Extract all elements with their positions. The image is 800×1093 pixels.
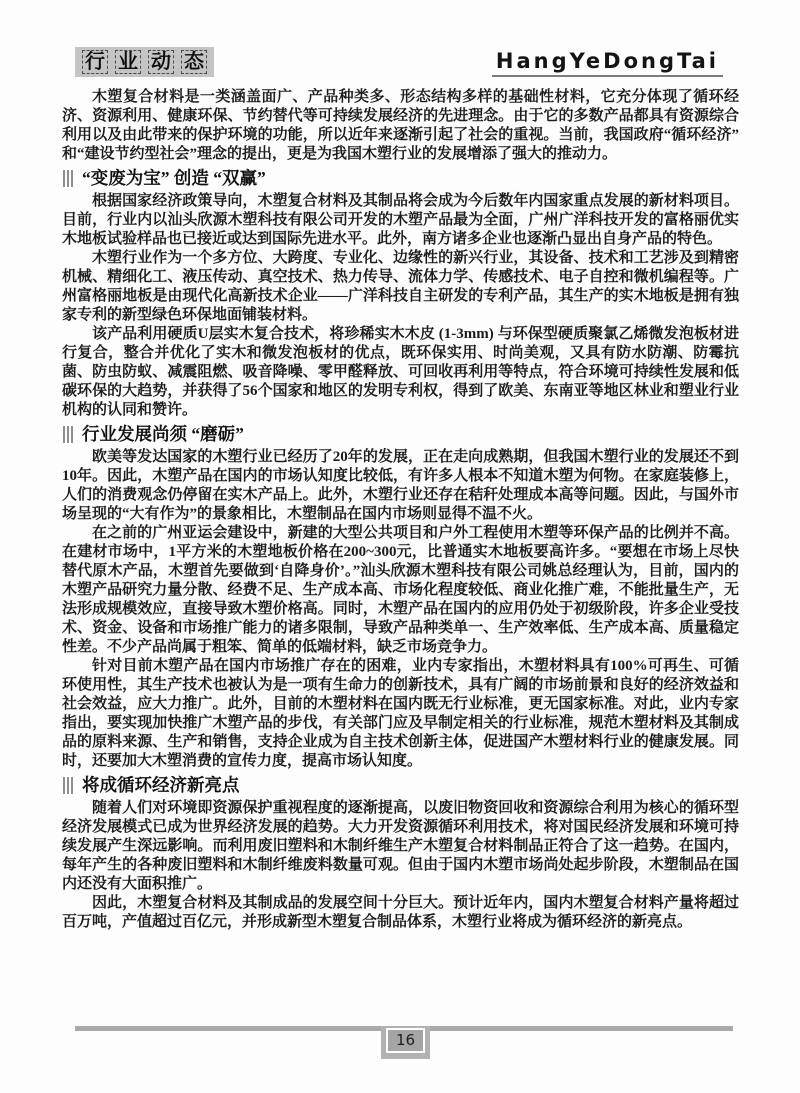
section-heading-text: 将成循环经济新亮点: [82, 775, 240, 795]
header-title-pinyin: HangYeDongTai: [492, 51, 723, 77]
page-number: 16: [386, 1028, 425, 1053]
paragraph: 根据国家经济政策导向，木塑复合材料及其制品将会成为今后数年内国家重点发展的新材料项目。目前，行业内以汕头欣源木塑科技有限公司开发的木塑产品最为全面，广州广洋科技开发的富格丽优实木地板试验样品也已接近或达到国际先进水平。此外，南方诸多企业也逐渐凸显出自身产品的特色。: [62, 193, 739, 247]
paragraph: 木塑行业作为一个多方位、大跨度、专业化、边缘性的新兴行业，其设备、技术和工艺涉及到精密机械、精细化工、液压传动、真空技术、热力传导、流体力学、传感技术、电子自控和微机编程等。广州富格丽地板是由现代化高新技术企业——广洋科技自主研发的专利产品，其生产的实木地板是拥有独家专利的新型绿色环保地面铺装材料。: [62, 250, 739, 323]
article-body: [62, 88, 739, 932]
logo-char: 动: [148, 50, 174, 74]
logo-char: 业: [115, 50, 141, 74]
paragraph: 针对目前木塑产品在国内市场推广存在的困难，业内专家指出，木塑材料具有100%可再生、可循环使用性，其生产技术也被认为是一项有生命力的创新技术，具有广阔的市场前景和良好的经济效益和社会效益，应大力推广。此外，目前的木塑材料在国内既无行业标准，更无国家标准。对此，业内专家指出，要实现加快推广木塑产品的步伐，有关部门应及早制定相关的行业标准，规范木塑材料及其制成品的原料来源、生产和销售，支持企业成为自主技术创新主体，促进国产木塑材料行业的健康发展。同时，还要加大木塑消费的宣传力度，提高市场认知度。: [62, 658, 739, 769]
triple-bar-icon: [63, 777, 73, 794]
section-heading-3: [62, 774, 739, 796]
section-heading-2: [62, 423, 739, 445]
paragraph: 该产品利用硬质U层实木复合技术，将珍稀实木木皮 (1-3mm) 与环保型硬质聚氯乙烯微发泡板材进行复合，整合并优化了实木和微发泡板材的优点，既环保实用、时尚美观，又具有防水防潮、防霉抗菌、防虫防蚁、减震阻燃、吸音降噪、零甲醛释放、可回收再利用等特点，符合环境可持续性发展和低碳环保的大趋势，并获得了56个国家和地区的发明专利权，得到了欧美、东南亚等地区林业和塑业行业机构的认同和赞许。: [62, 326, 739, 418]
paragraph: 随着人们对环境即资源保护重视程度的逐渐提高，以废旧物资回收和资源综合利用为核心的循环型经济发展模式已成为世界经济发展的趋势。大力开发资源循环利用技术，将对国民经济发展和环境可持续发展产生深远影响。而利用废旧塑料和木制纤维生产木塑复合材料制品正符合了这一趋势。在国内，每年产生的各种废旧塑料和木制纤维废料数量可观。但由于国内木塑市场尚处起步阶段，木塑制品在国内还没有大面积推广。: [62, 800, 739, 892]
paragraph: 欧美等发达国家的木塑行业已经历了20年的发展，正在走向成熟期，但我国木塑行业的发展还不到10年。因此，木塑产品在国内的市场认知度比较低，有许多人根本不知道木塑为何物。在家庭装修上，人们的消费观念仍停留在实木产品上。此外，木塑行业还存在秸秆处理成本高等问题。因此，与国外市场呈现的“大有作为”的景象相比，木塑制品在国内市场则显得不温不火。: [62, 449, 739, 522]
section-heading-1: [62, 167, 739, 189]
page-header: [0, 0, 800, 77]
page-number-tab: [381, 1026, 430, 1059]
section-heading-text: “变废为宝” 创造 “双赢”: [82, 168, 266, 188]
triple-bar-icon: [63, 426, 73, 443]
section-logo: [75, 47, 214, 77]
logo-char: 态: [181, 50, 207, 74]
section-heading-text: 行业发展尚须 “磨砺”: [82, 424, 244, 444]
paragraph: 在之前的广州亚运会建设中，新建的大型公共项目和户外工程使用木塑等环保产品的比例并不高。在建材市场中，1平方米的木塑地板价格在200~300元，比普通实木地板要高许多。“要想在市场上尽快替代原木产品，木塑首先要做到‘自降身价’。”汕头欣源木塑科技有限公司姚总经理认为，目前，国内的木塑产品研究力量分散、经费不足、生产成本高、市场化程度较低、商业化推广难，不能批量生产，无法形成规模效应，直接导致木塑价格高。同时，木塑产品在国内的应用仍处于初级阶段，许多企业受技术、资金、设备和市场推广能力的诸多限制，导致产品种类单一、生产效率低、生产成本高、质量稳定性差。不少产品尚属于粗笨、简单的低端材料，缺乏市场竞争力。: [62, 525, 739, 655]
intro-paragraph: 木塑复合材料是一类涵盖面广、产品种类多、形态结构多样的基础性材料，它充分体现了循环经济、资源利用、健康环保、节约替代等可持续发展经济的先进理念。由于它的多数产品都具有资源综合利用以及由此带来的保护环境的功能，所以近年来逐渐引起了社会的重视。当前，我国政府“循环经济”和“建设节约型社会”理念的提出，更是为我国木塑行业的发展增添了强大的推动力。: [62, 89, 739, 162]
paragraph: 因此，木塑复合材料及其制成品的发展空间十分巨大。预计近年内，国内木塑复合材料产量将超过百万吨，产值超过百亿元，并形成新型木塑复合制品体系，木塑行业将成为循环经济的新亮点。: [62, 895, 739, 930]
logo-char: 行: [82, 50, 108, 74]
triple-bar-icon: [63, 170, 73, 187]
